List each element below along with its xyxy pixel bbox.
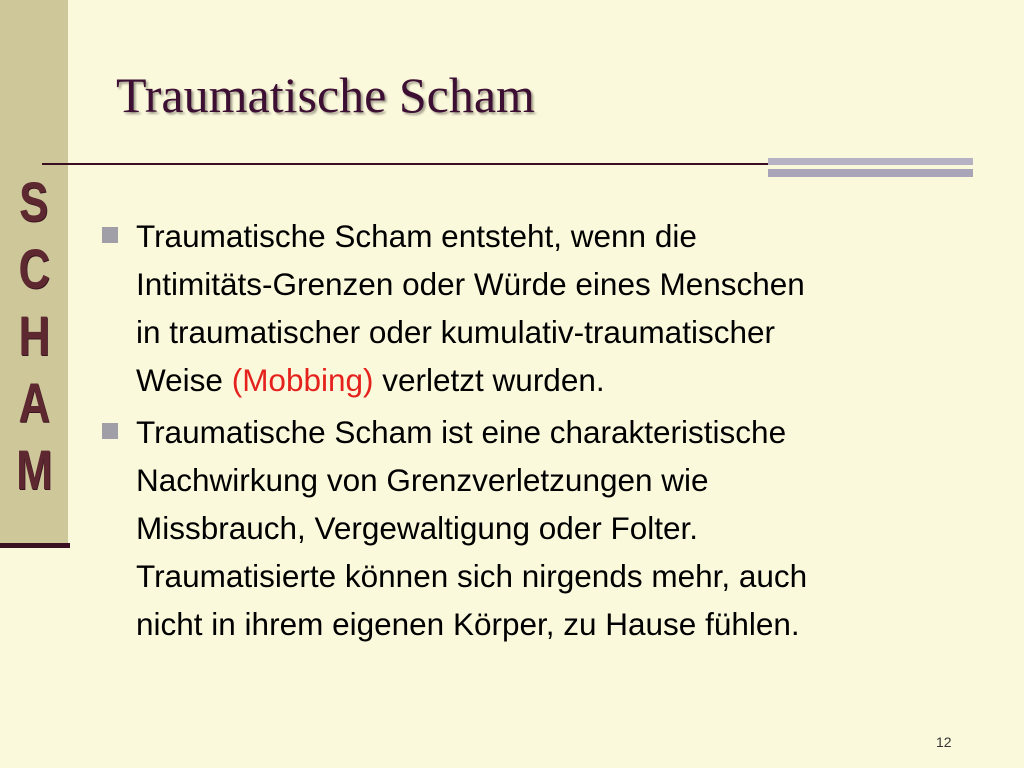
side-strip-divider [0,543,70,548]
title-decoration-bar [768,158,973,179]
side-letters [6,168,62,503]
bullet-line: Intimitäts-Grenzen oder Würde eines Menschen [136,266,805,302]
side-letter-m: M [15,438,53,501]
highlighted-term: (Mobbing) [231,362,374,398]
bullet-line: Nachwirkung von Grenzverletzungen wie [136,462,709,498]
side-letter-s: S [19,170,49,233]
square-bullet-icon [102,423,118,439]
side-letter-a: A [18,371,50,434]
bullet-line [136,356,1000,404]
bullet-text: verletzt wurden. [373,362,605,398]
bullet-line: Traumatische Scham entsteht, wenn die [136,218,697,254]
bullet-item-1 [100,212,1000,404]
bullet-text: Weise [136,362,232,398]
bullet-line: nicht in ihrem eigenen Körper, zu Hause fühlen. [136,606,800,642]
side-letter-h: H [18,304,50,367]
side-strip [0,0,68,545]
bullet-line: in traumatischer oder kumulativ-traumatischer [136,314,775,350]
side-letter-c: C [18,237,50,300]
bullet-line: Traumatisierte können sich nirgends mehr, auch [136,558,808,594]
bullet-line: Traumatische Scham ist eine charakteristische [136,414,787,450]
slide-content [100,212,1000,652]
bullet-line: Missbrauch, Vergewaltigung oder Folter. [136,510,699,546]
slide-title: Traumatische Scham [116,67,535,123]
page-number: 12 [936,734,952,750]
bullet-item-2 [100,408,1000,648]
square-bullet-icon [102,227,118,243]
